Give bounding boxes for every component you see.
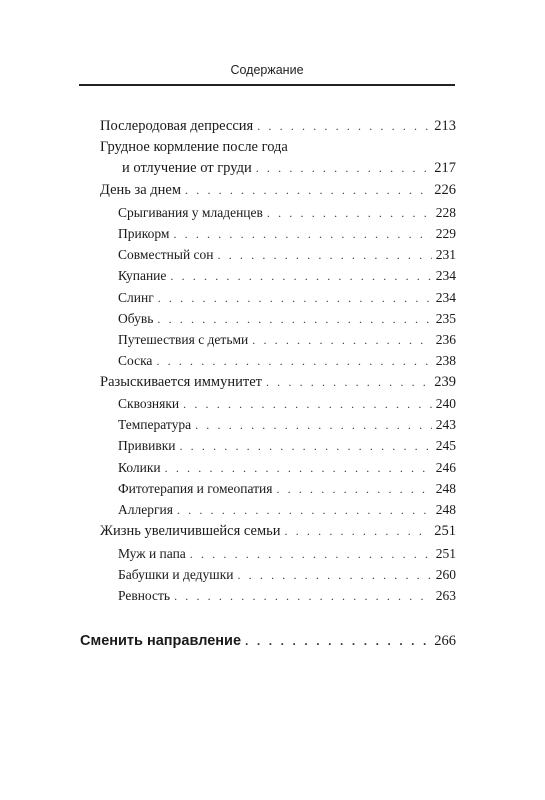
toc-entry-page: 248 <box>435 481 456 496</box>
page-header: Содержание <box>230 63 304 77</box>
toc-entry-title: Путешествия с детьми <box>118 332 249 347</box>
leader-dots <box>276 478 431 500</box>
toc-entry-page: 239 <box>434 374 456 390</box>
header-rule <box>79 84 455 86</box>
leader-dots <box>157 308 431 330</box>
toc-entry-title: Срыгивания у младенцев <box>118 205 263 220</box>
toc-entry-title: Обувь <box>118 311 154 326</box>
toc-entry-title: Сменить направление <box>80 633 242 649</box>
leader-dots <box>256 157 431 179</box>
toc-entry-page: 263 <box>435 588 456 603</box>
toc-entry-title: Колики <box>118 460 161 475</box>
toc-entry-title: Сквозняки <box>118 396 180 411</box>
toc-entry[interactable] <box>118 202 456 224</box>
leader-dots <box>174 585 432 607</box>
toc-entry[interactable] <box>118 223 456 245</box>
toc-entry-page: 260 <box>435 567 456 582</box>
toc-entry[interactable] <box>118 329 456 351</box>
toc-entry[interactable] <box>118 350 456 372</box>
toc-entry-title: День за днем <box>100 182 182 198</box>
leader-dots <box>267 202 432 224</box>
toc-entry[interactable] <box>118 435 456 457</box>
toc-entry-page: 240 <box>435 396 456 411</box>
toc-entry-title: Послеродовая депрессия <box>100 118 254 134</box>
toc-entry[interactable] <box>100 520 456 542</box>
leader-dots <box>170 265 431 287</box>
toc-entry[interactable] <box>118 308 456 330</box>
toc-entry-line1: Грудное кормление после года <box>100 139 288 155</box>
toc-entry-page: 228 <box>435 205 456 220</box>
toc-entry-page: 245 <box>435 438 456 453</box>
toc-entry-page: 231 <box>435 247 456 262</box>
leader-dots <box>252 329 432 351</box>
toc-entry-page: 234 <box>435 268 456 283</box>
toc-entry-page: 234 <box>435 290 456 305</box>
toc-entry-title: Температура <box>118 417 192 432</box>
toc-entry[interactable] <box>118 414 456 436</box>
toc-entry[interactable] <box>118 499 456 521</box>
leader-dots <box>218 244 432 266</box>
leader-dots <box>183 393 432 415</box>
toc-entry[interactable] <box>118 457 456 479</box>
toc-entry[interactable] <box>118 244 456 266</box>
toc-entry-title: Ревность <box>118 588 171 603</box>
toc-entry[interactable] <box>118 585 456 607</box>
toc-entry-title: Прививки <box>118 438 176 453</box>
toc-entry[interactable] <box>100 179 456 201</box>
toc-entry-page: 217 <box>434 160 456 176</box>
toc-entry-page: 246 <box>435 460 456 475</box>
toc-entry-title: Соска <box>118 353 153 368</box>
leader-dots <box>158 287 432 309</box>
toc-entry-page: 251 <box>435 546 456 561</box>
toc-entry-title: Прикорм <box>118 226 170 241</box>
toc-entry-page: 213 <box>434 118 456 134</box>
toc-entry-page: 243 <box>435 417 456 432</box>
toc-entry-page: 248 <box>435 502 456 517</box>
toc-entry-title: Совместный сон <box>118 247 214 262</box>
leader-dots <box>185 179 430 201</box>
toc-entry-title: и отлучение от груди <box>122 160 252 176</box>
toc-entry-title: Фитотерапия и гомеопатия <box>118 481 273 496</box>
toc-entry-title: Разыскивается иммунитет <box>100 374 262 390</box>
toc-entry[interactable] <box>118 543 456 565</box>
leader-dots <box>156 350 431 372</box>
toc-entry[interactable] <box>100 371 456 393</box>
toc-entry[interactable] <box>118 265 456 287</box>
toc-entry-page: 229 <box>435 226 456 241</box>
toc-entry-page: 226 <box>434 182 456 198</box>
leader-dots <box>179 435 431 457</box>
leader-dots <box>190 543 432 565</box>
toc-entry[interactable] <box>100 115 456 137</box>
toc-entry-title: Купание <box>118 268 167 283</box>
leader-dots <box>245 630 430 652</box>
toc-entry-page: 236 <box>435 332 456 347</box>
toc-entry-page: 251 <box>434 523 456 539</box>
toc-entry[interactable] <box>118 564 456 586</box>
toc-entry-title: Бабушки и дедушки <box>118 567 234 582</box>
toc-entry[interactable] <box>118 478 456 500</box>
toc-entry[interactable] <box>118 287 456 309</box>
leader-dots <box>285 520 431 542</box>
leader-dots <box>165 457 432 479</box>
leader-dots <box>177 499 432 521</box>
toc-entry-title: Муж и папа <box>118 546 186 561</box>
toc-entry-page: 235 <box>435 311 456 326</box>
toc-entry-page: 266 <box>434 633 456 649</box>
toc-entry-chapter[interactable] <box>80 630 456 652</box>
toc-entry-title: Жизнь увеличившейся семьи <box>100 523 281 539</box>
leader-dots <box>266 371 430 393</box>
leader-dots <box>257 115 430 137</box>
toc-entry[interactable] <box>100 157 456 179</box>
leader-dots <box>195 414 432 436</box>
leader-dots <box>237 564 431 586</box>
toc-entry[interactable] <box>118 393 456 415</box>
toc-entry-page: 238 <box>435 353 456 368</box>
toc-entry-title: Аллергия <box>118 502 173 517</box>
leader-dots <box>173 223 431 245</box>
toc-entry-title: Слинг <box>118 290 154 305</box>
